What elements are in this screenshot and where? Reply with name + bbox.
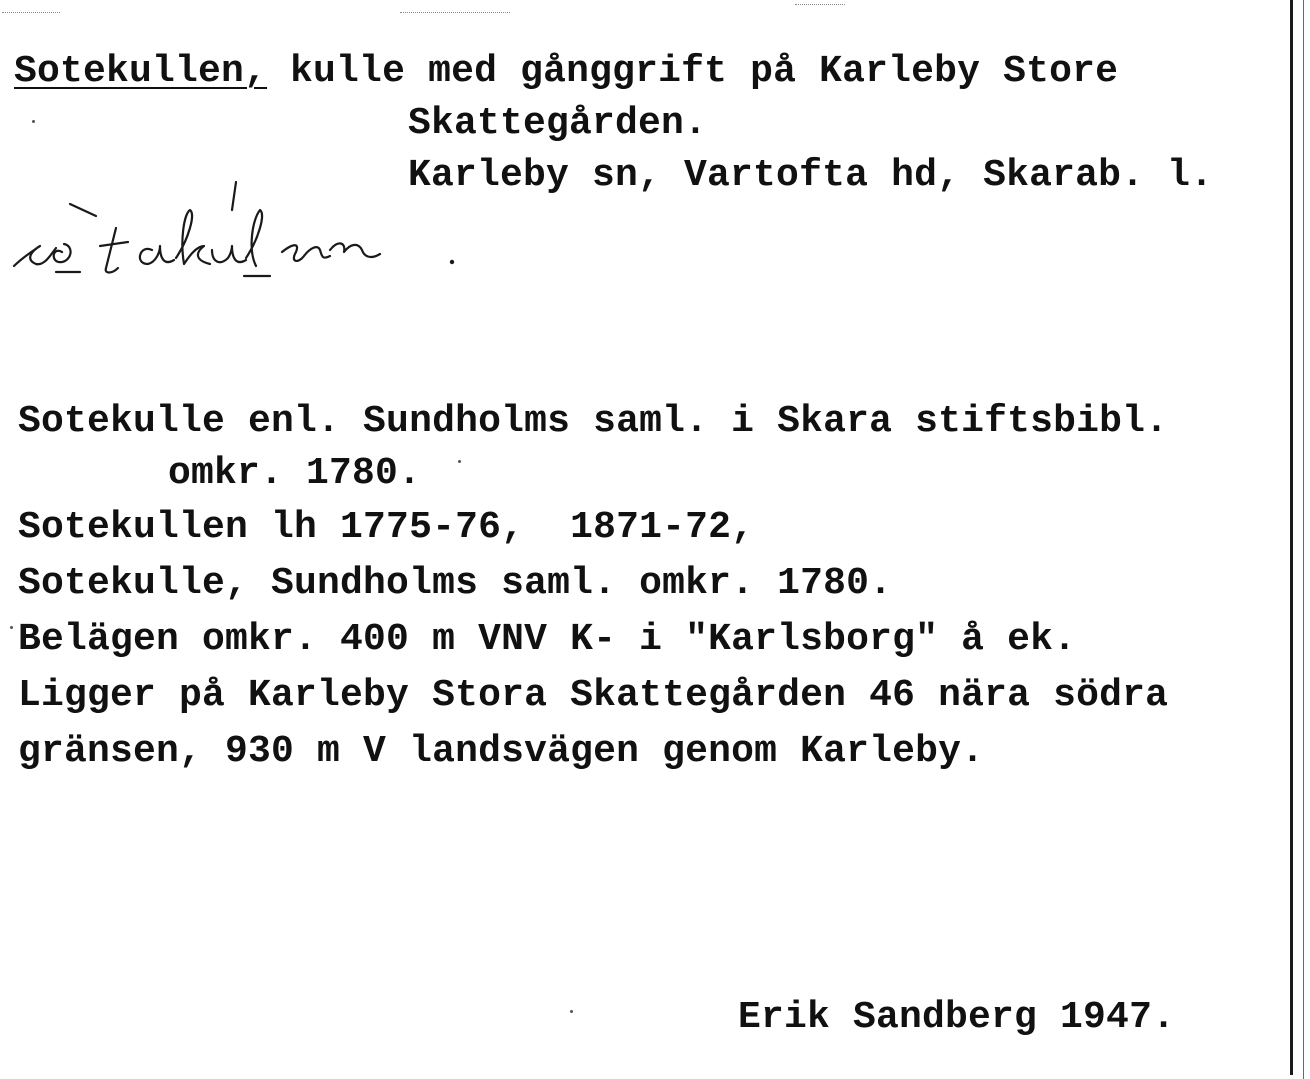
paper-speck (32, 120, 35, 123)
card-outer-edge (1303, 0, 1304, 1079)
paper-speck (570, 1010, 573, 1013)
handwritten-pronunciation (0, 180, 520, 290)
note-line-7: gränsen, 930 m V landsvägen genom Karleby. (18, 730, 985, 773)
parish-line: Karleby sn, Vartofta hd, Skarab. l. (408, 154, 1214, 197)
note-line-5: Belägen omkr. 400 m VNV K- i "Karlsborg" å ek. (18, 618, 1077, 661)
paper-speck (10, 626, 13, 629)
handwriting-text: sòtakùlen. (0, 180, 7, 181)
title-line (14, 50, 1118, 94)
scan-mark (2, 12, 60, 14)
card-right-edge (1290, 0, 1293, 1075)
scan-mark (795, 4, 845, 6)
note-line-3: Sotekullen lh 1775-76, 1871-72, (18, 506, 755, 549)
paper-speck (458, 460, 461, 463)
title-description: kulle med gånggrift på Karleby Store (267, 50, 1119, 93)
note-line-2: omkr. 1780. (168, 452, 422, 495)
note-line-1: Sotekulle enl. Sundholms saml. i Skara stiftsbibl. (18, 400, 1169, 443)
scan-mark (400, 12, 510, 14)
note-line-6: Ligger på Karleby Stora Skattegården 46 nära södra (18, 674, 1169, 717)
note-line-4: Sotekulle, Sundholms saml. omkr. 1780. (18, 562, 893, 605)
title-line-2: Skattegården. (408, 102, 708, 145)
signature: Erik Sandberg 1947. (738, 996, 1176, 1039)
place-name-heading: Sotekullen, (14, 50, 268, 93)
